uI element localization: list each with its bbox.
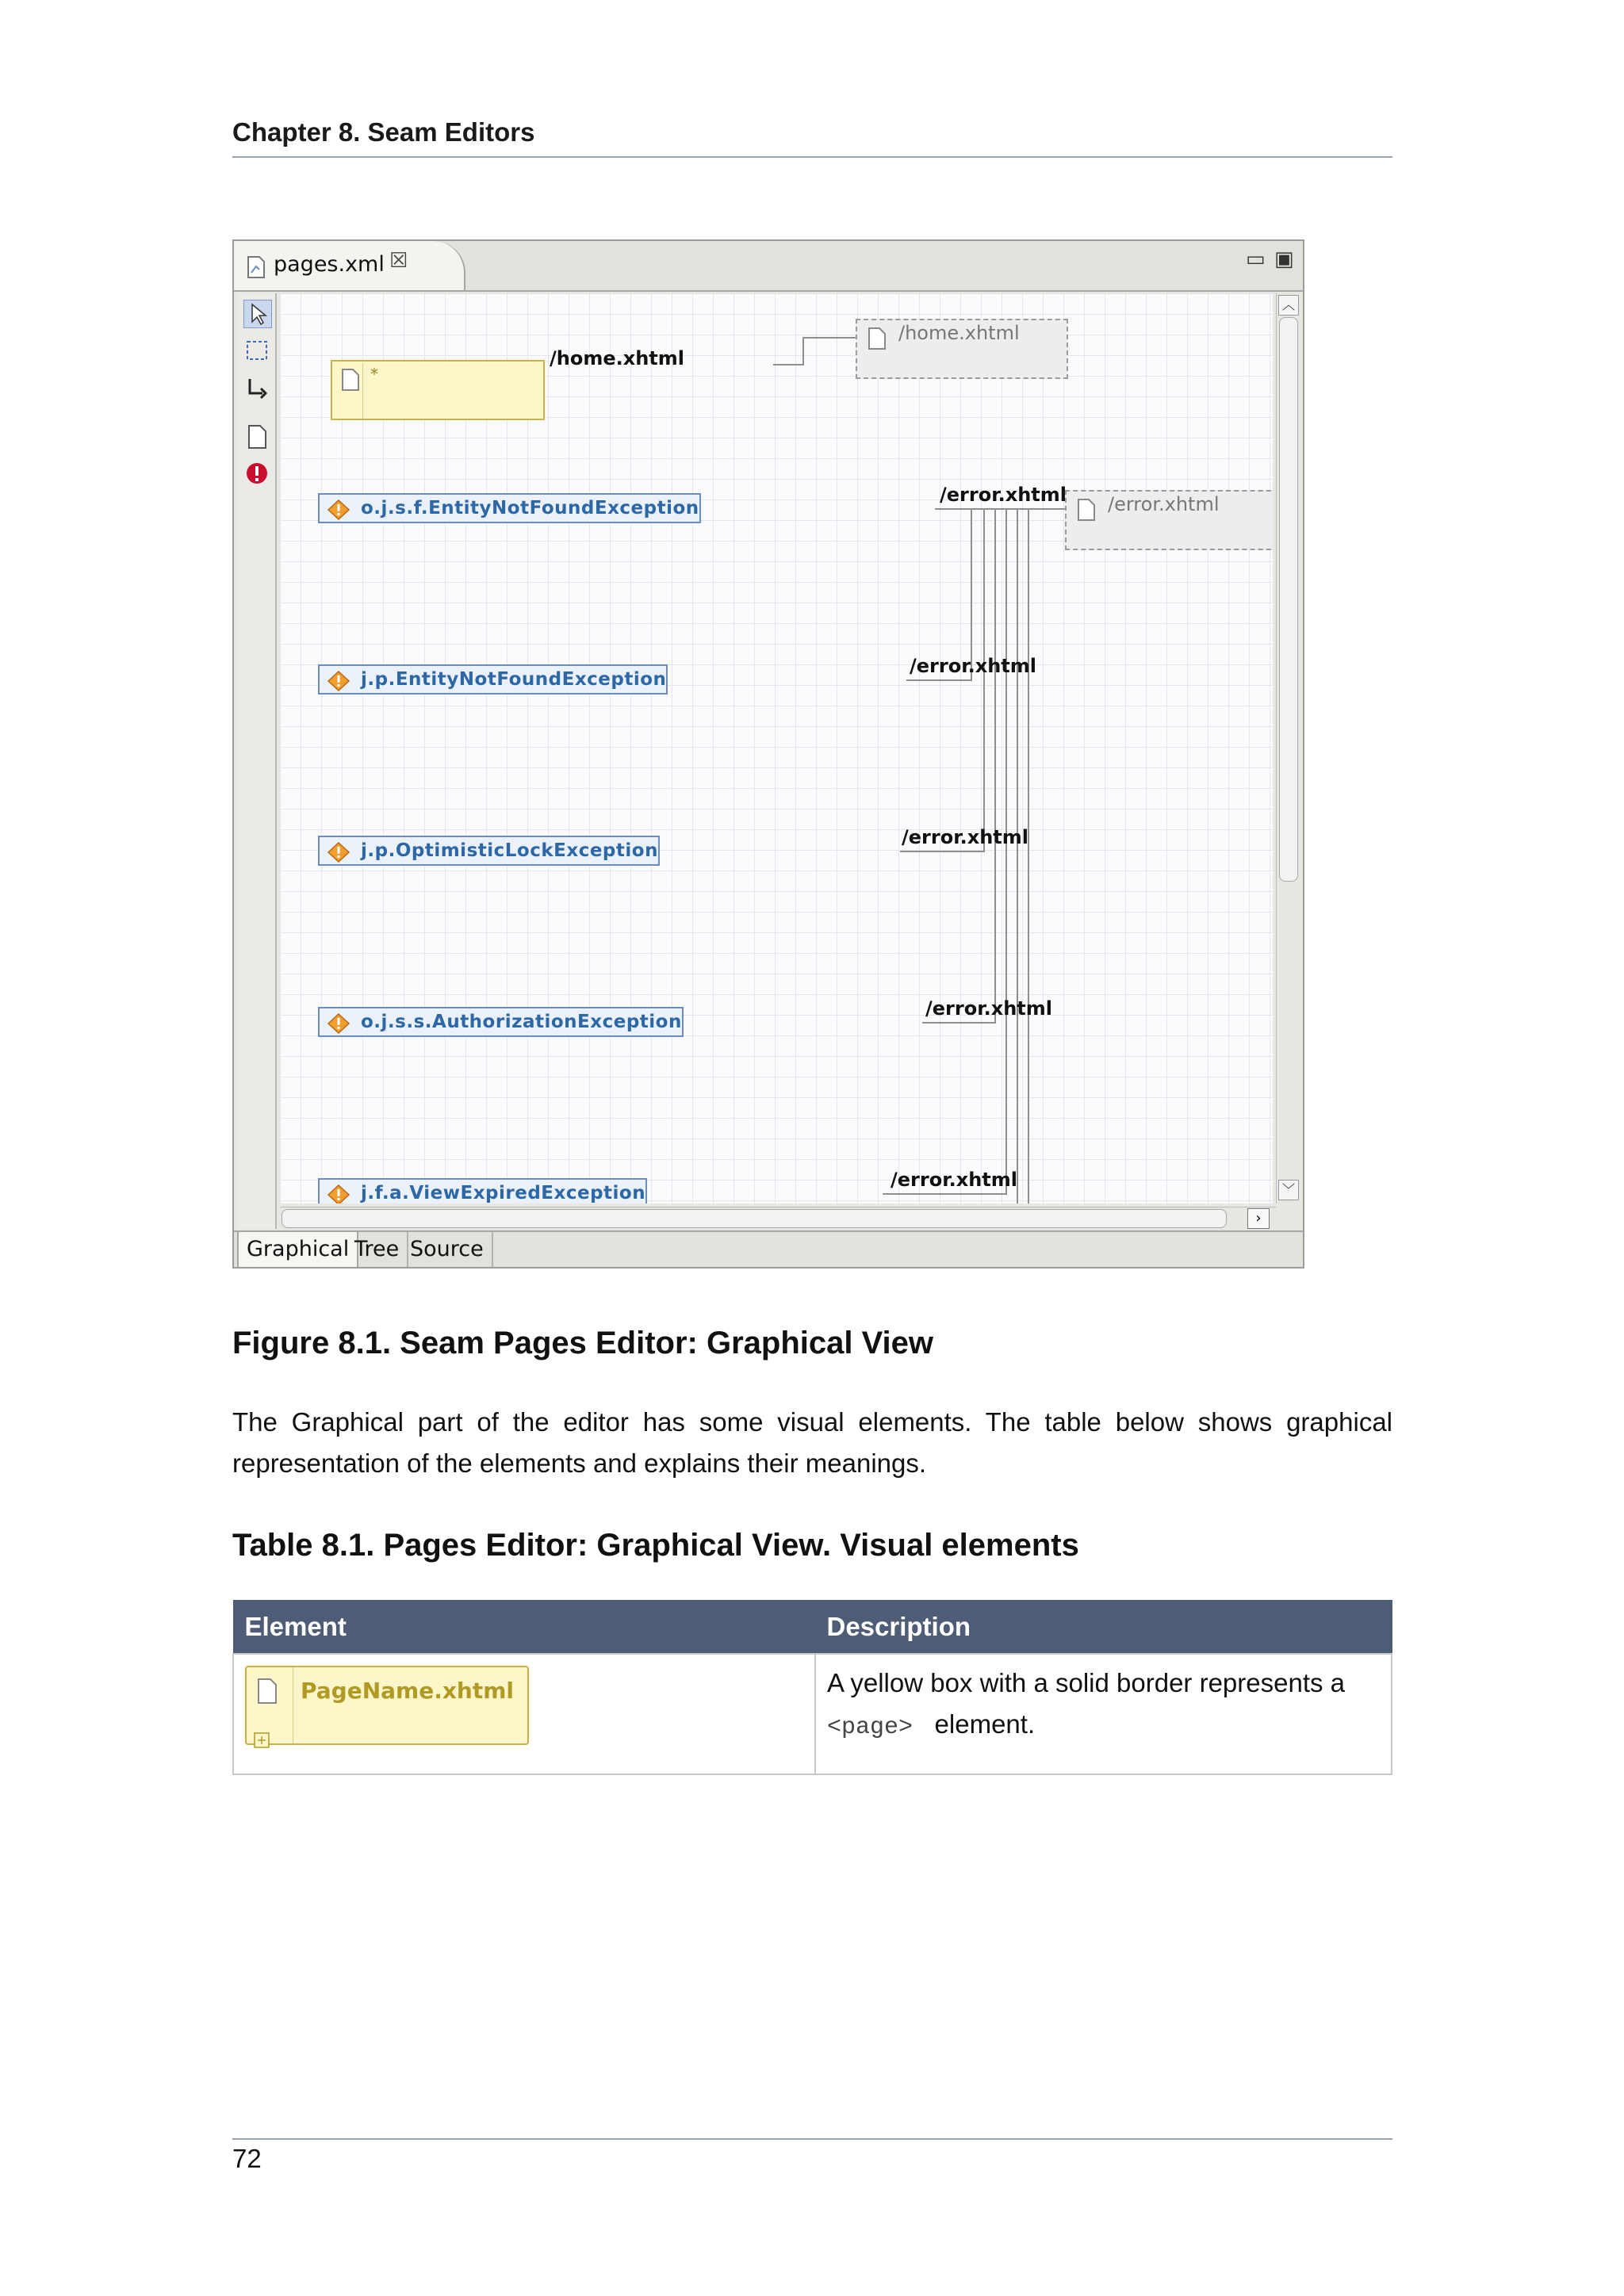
connection-lines bbox=[280, 293, 1273, 1203]
description-cell: A yellow box with a solid border represents a <page> element. bbox=[815, 1654, 1392, 1774]
table-title: Table 8.1. Pages Editor: Graphical View. Visual elements bbox=[232, 1528, 1079, 1563]
tab-source[interactable]: Source bbox=[402, 1232, 493, 1267]
exception-node[interactable]: j.p.OptimisticLockException bbox=[318, 836, 660, 866]
page-tool-icon[interactable] bbox=[243, 423, 270, 450]
tool-palette bbox=[239, 293, 277, 1229]
editor-tab-bar bbox=[234, 241, 1303, 292]
table-row bbox=[233, 1654, 1392, 1774]
link-label-error: /error.xhtml bbox=[925, 997, 1053, 1020]
tab-pages-xml[interactable] bbox=[234, 241, 465, 290]
exception-node[interactable]: o.j.s.f.EntityNotFoundException bbox=[318, 493, 701, 523]
marquee-tool-icon[interactable] bbox=[243, 338, 270, 365]
exception-node[interactable]: j.f.a.ViewExpiredException bbox=[318, 1178, 647, 1203]
scroll-up-icon[interactable]: ︿ bbox=[1278, 295, 1299, 316]
chapter-title: Chapter 8. Seam Editors bbox=[232, 117, 535, 147]
target-node-home[interactable]: /home.xhtml bbox=[856, 319, 1068, 379]
editor-bottom-tabs bbox=[234, 1230, 1303, 1269]
tab-graphical[interactable]: Graphical bbox=[237, 1232, 358, 1269]
select-tool-icon[interactable] bbox=[243, 300, 272, 328]
body-paragraph: The Graphical part of the editor has some visual elements. The table below shows graphical representation of the elements and explains their meanings. bbox=[232, 1407, 1392, 1478]
link-label-error: /error.xhtml bbox=[940, 484, 1067, 506]
horizontal-scroll-thumb[interactable] bbox=[282, 1209, 1227, 1228]
visual-elements-table bbox=[232, 1600, 1392, 1775]
diagram-canvas[interactable] bbox=[280, 293, 1273, 1203]
start-page-node[interactable] bbox=[331, 360, 545, 420]
element-cell bbox=[233, 1654, 815, 1774]
tab-label: pages.xml bbox=[274, 252, 385, 277]
page-element-sample: PageName.xhtml bbox=[245, 1666, 529, 1745]
tab-tree[interactable]: Tree bbox=[347, 1232, 408, 1267]
link-label-home: /home.xhtml bbox=[550, 347, 685, 369]
start-node-label: * bbox=[370, 365, 378, 384]
page-code: <page> bbox=[827, 1714, 914, 1741]
exception-tool-icon[interactable] bbox=[243, 460, 270, 487]
expand-icon bbox=[253, 1720, 270, 1761]
vertical-scrollbar[interactable] bbox=[1276, 293, 1300, 1203]
link-label-error: /error.xhtml bbox=[891, 1169, 1018, 1191]
pages-editor-screenshot bbox=[232, 239, 1304, 1269]
link-label-error: /error.xhtml bbox=[902, 826, 1029, 848]
maximize-icon[interactable]: ▣ bbox=[1274, 247, 1294, 271]
header-divider bbox=[232, 156, 1392, 158]
link-label-error: /error.xhtml bbox=[910, 655, 1037, 677]
figure-caption: Figure 8.1. Seam Pages Editor: Graphical View bbox=[232, 1326, 934, 1360]
scroll-right-icon[interactable]: › bbox=[1247, 1208, 1270, 1229]
target-node-error[interactable]: /error.xhtml bbox=[1065, 490, 1273, 550]
xml-file-icon bbox=[245, 255, 267, 282]
page-number: 72 bbox=[232, 2144, 262, 2173]
page-icon bbox=[256, 1675, 278, 1716]
column-header-element: Element bbox=[233, 1601, 815, 1655]
column-header-description: Description bbox=[815, 1601, 1392, 1655]
horizontal-scrollbar[interactable] bbox=[280, 1207, 1276, 1230]
exception-node[interactable]: j.p.EntityNotFoundException bbox=[318, 664, 668, 695]
table-header-row bbox=[233, 1601, 1392, 1655]
connection-tool-icon[interactable] bbox=[243, 376, 270, 403]
minimize-icon[interactable]: ▭ bbox=[1246, 247, 1266, 271]
scroll-down-icon[interactable]: ﹀ bbox=[1278, 1180, 1299, 1200]
footer-divider bbox=[232, 2138, 1392, 2140]
close-icon[interactable]: ☒ bbox=[389, 249, 408, 273]
exception-node[interactable]: o.j.s.s.AuthorizationException bbox=[318, 1007, 684, 1037]
vertical-scroll-thumb[interactable] bbox=[1279, 317, 1298, 882]
